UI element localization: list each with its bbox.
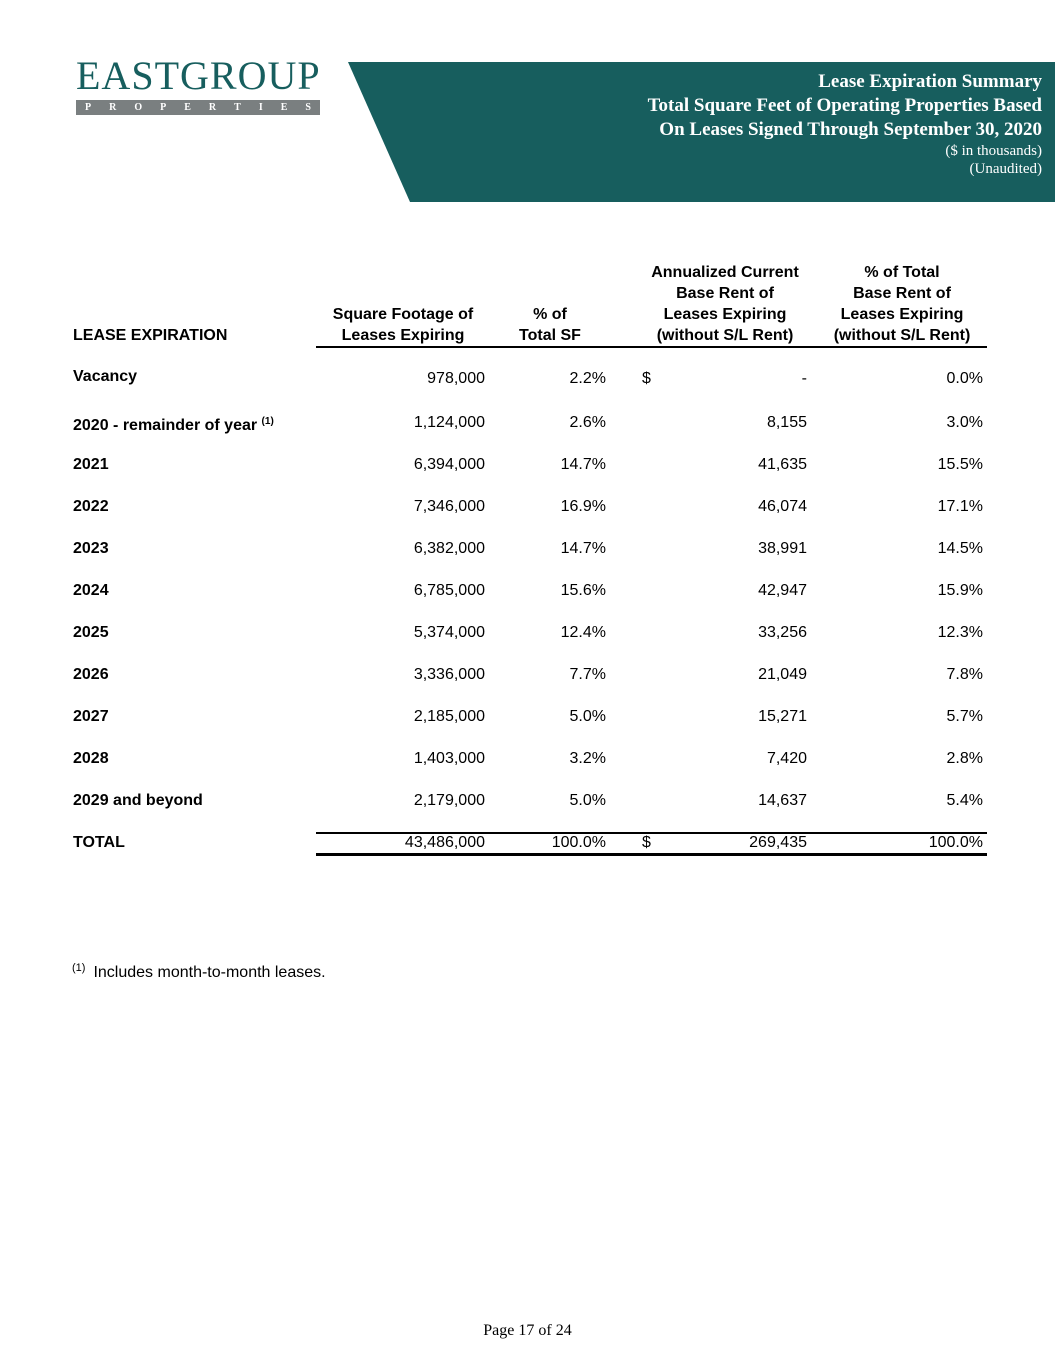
page-number: Page 17 of 24 <box>483 1322 572 1339</box>
total-label: TOTAL <box>73 834 125 851</box>
header-line: Base Rent of <box>676 285 774 302</box>
report-title: Lease Expiration Summary <box>818 71 1042 92</box>
row-label: 2021 <box>73 456 109 473</box>
cell-sqft: 2,179,000 <box>413 792 485 809</box>
cell-rent: 41,635 <box>758 456 807 473</box>
row-label: 2027 <box>73 708 109 725</box>
cell-pct-rent: 3.0% <box>946 414 983 431</box>
cell-sqft: 2,185,000 <box>413 708 485 725</box>
cell-sqft: 1,403,000 <box>413 750 485 767</box>
row-label: 2024 <box>73 582 109 599</box>
cell-pct-sf: 5.0% <box>569 792 606 809</box>
cell-pct-rent: 2.8% <box>946 750 983 767</box>
cell-pct-rent: 7.8% <box>946 666 983 683</box>
header-line: (without S/L Rent) <box>656 327 794 344</box>
row-label: 2026 <box>73 666 109 683</box>
cell-sqft: 6,382,000 <box>413 540 485 557</box>
cell-rent: 46,074 <box>758 498 807 515</box>
cell-rent: - <box>801 370 807 387</box>
report-subtitle-line1: Total Square Feet of Operating Properties Based <box>647 95 1042 116</box>
cell-pct-sf: 14.7% <box>560 456 606 473</box>
audit-note: (Unaudited) <box>969 161 1042 177</box>
cell-pct-sf: 2.2% <box>569 370 606 387</box>
cell-dollar-sign: $ <box>642 370 651 387</box>
col-header-square-footage <box>310 304 496 346</box>
col-header-lease-expiration: LEASE EXPIRATION <box>73 327 228 344</box>
header-line: (without S/L Rent) <box>833 327 971 344</box>
cell-pct-rent: 17.1% <box>937 498 983 515</box>
logo-letter: S <box>305 102 311 113</box>
logo-letter: R <box>208 102 217 113</box>
footnote-text: Includes month-to-month leases. <box>93 964 326 981</box>
row-label: 2028 <box>73 750 109 767</box>
footnote-marker: (1) <box>72 962 86 974</box>
cell-pct-rent: 15.9% <box>937 582 983 599</box>
cell-rent: 14,637 <box>758 792 807 809</box>
total-pct-sf: 100.0% <box>551 834 606 851</box>
logo-letter: R <box>109 102 117 113</box>
cell-sqft: 3,336,000 <box>413 666 485 683</box>
cell-pct-sf: 3.2% <box>569 750 606 767</box>
cell-sqft: 7,346,000 <box>413 498 485 515</box>
cell-pct-sf: 16.9% <box>560 498 606 515</box>
header-line: Base Rent of <box>853 285 951 302</box>
cell-rent: 38,991 <box>758 540 807 557</box>
cell-pct-rent: 5.7% <box>946 708 983 725</box>
cell-sqft: 6,394,000 <box>413 456 485 473</box>
footnote <box>72 957 326 984</box>
cell-pct-sf: 2.6% <box>569 414 606 431</box>
header-titles <box>648 70 1042 178</box>
logo-letter: E <box>184 102 191 113</box>
header-line: Leases Expiring <box>840 306 964 323</box>
cell-sqft: 5,374,000 <box>413 624 485 641</box>
row-label-text: 2020 - remainder of year <box>73 417 258 434</box>
total-sqft: 43,486,000 <box>404 834 485 851</box>
cell-pct-rent: 5.4% <box>946 792 983 809</box>
row-label: 2022 <box>73 498 109 515</box>
header-line: % of Total <box>864 264 940 281</box>
col-header-pct-total-sf <box>500 304 600 346</box>
cell-pct-sf: 12.4% <box>560 624 606 641</box>
col-header-pct-total-rent <box>820 262 984 346</box>
cell-pct-sf: 5.0% <box>569 708 606 725</box>
cell-pct-rent: 12.3% <box>937 624 983 641</box>
header-line: Leases Expiring <box>341 327 465 344</box>
header-line: % of <box>533 306 567 323</box>
total-rent: 269,435 <box>749 834 807 851</box>
row-label: 2023 <box>73 540 109 557</box>
cell-rent: 42,947 <box>758 582 807 599</box>
col-header-annualized-rent <box>630 262 820 346</box>
row-label: Vacancy <box>73 368 138 385</box>
cell-sqft: 978,000 <box>427 370 485 387</box>
cell-pct-sf: 14.7% <box>560 540 606 557</box>
total-double-rule <box>316 853 987 856</box>
cell-rent: 8,155 <box>766 414 807 431</box>
company-logo <box>76 53 321 115</box>
cell-pct-rent: 14.5% <box>937 540 983 557</box>
header-line: Square Footage of <box>332 306 474 323</box>
total-pct-rent: 100.0% <box>928 834 983 851</box>
header-line: Total SF <box>519 327 581 344</box>
logo-letter: P <box>160 102 167 113</box>
logo-letter: T <box>234 102 241 113</box>
cell-pct-sf: 15.6% <box>560 582 606 599</box>
cell-rent: 7,420 <box>766 750 807 767</box>
logo-letter: P <box>85 102 92 113</box>
header-line: Leases Expiring <box>663 306 787 323</box>
cell-sqft: 1,124,000 <box>413 414 485 431</box>
cell-rent: 33,256 <box>758 624 807 641</box>
header-line: Annualized Current <box>651 264 799 281</box>
logo-letter: I <box>258 102 263 113</box>
cell-pct-rent: 0.0% <box>946 370 983 387</box>
row-label: 2029 and beyond <box>73 792 203 809</box>
cell-rent: 21,049 <box>758 666 807 683</box>
logo-letter: E <box>280 102 288 113</box>
cell-pct-rent: 15.5% <box>937 456 983 473</box>
report-subtitle-line2: On Leases Signed Through September 30, 2020 <box>659 119 1042 140</box>
row-label <box>73 412 274 436</box>
units-note: ($ in thousands) <box>945 143 1042 159</box>
logo-letter: O <box>134 102 143 113</box>
footnote-ref: (1) <box>261 416 274 427</box>
cell-rent: 15,271 <box>758 708 807 725</box>
header-rule <box>316 346 987 348</box>
logo-subtitle-bar <box>76 100 320 115</box>
cell-sqft: 6,785,000 <box>413 582 485 599</box>
logo-wordmark: EASTGROUP <box>76 53 321 98</box>
total-dollar-sign: $ <box>642 834 651 851</box>
row-label: 2025 <box>73 624 109 641</box>
cell-pct-sf: 7.7% <box>569 666 606 683</box>
